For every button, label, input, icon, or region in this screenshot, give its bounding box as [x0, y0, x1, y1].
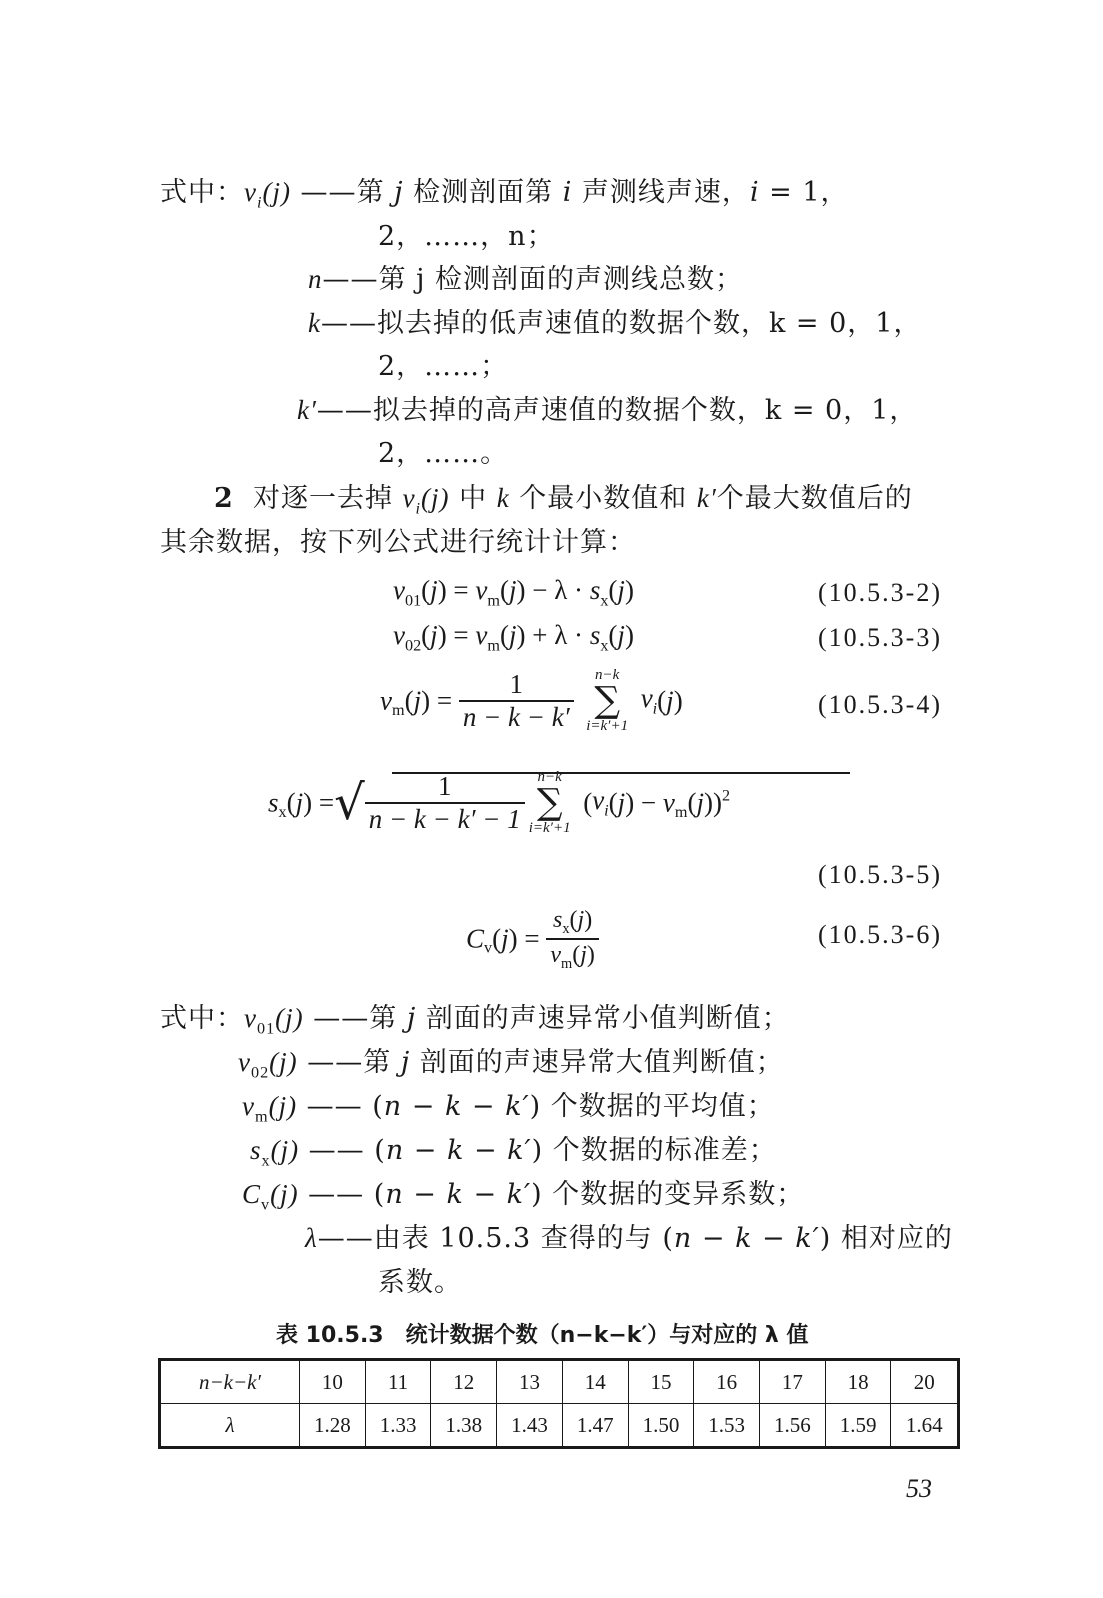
- def-text-lambda: 由表 10.5.3 查得的与 (n − k − k′) 相对应的: [373, 1223, 953, 1254]
- symbol-n: n: [308, 264, 323, 294]
- table-cell: 1.56: [760, 1404, 826, 1448]
- def-cont-kprime: 2，……。: [378, 438, 509, 469]
- def-text-k: 拟去掉的低声速值的数据个数，k = 0，1，: [376, 308, 922, 339]
- paragraph-number: 2: [214, 483, 234, 514]
- lambda-table: [158, 1358, 960, 1449]
- equation-10-5-3-5: $s_x(j)$ =√ $\frac{1}{n - k - k' - 1}$ n−k ∑ i=k′+1 $(v_i(j) - v_m(j))^2$: [268, 769, 731, 836]
- dash: ——: [320, 308, 377, 339]
- def-k: [308, 301, 922, 340]
- where-label-2: [160, 996, 790, 1038]
- fraction: $\frac{1}{n - k - k' - 1}$: [365, 771, 525, 835]
- equation-10-5-3-4: $v_m(j)$ = $\frac{1}{n - k - k'}$ n−k ∑ i=k′+1 $v_i(j)$: [380, 667, 683, 734]
- table-cell: 1.53: [694, 1404, 760, 1448]
- equation-number: (10.5.3-5): [818, 860, 942, 889]
- table-cell: 13: [497, 1360, 563, 1404]
- table-cell: 1.28: [300, 1404, 366, 1448]
- dash: ——: [297, 1091, 373, 1122]
- symbol-k: k: [308, 308, 321, 338]
- equation-10-5-3-6: $C_v(j)$ = $\frac{s_x(j)}{v_m(j)}$: [466, 905, 599, 973]
- def-text-cv: (n − k − k′) 个数据的变异系数；: [373, 1179, 805, 1210]
- table-cell: 20: [891, 1360, 959, 1404]
- paragraph-2-line1: [214, 476, 913, 518]
- paragraph-2-line2: 其余数据，按下列公式进行统计计算：: [160, 527, 636, 558]
- def-n: [308, 257, 743, 296]
- dash: ——: [298, 1179, 374, 1210]
- table-caption: 表 10.5.3 统计数据个数（n−k−k′）与对应的 λ 值: [276, 1323, 809, 1348]
- table-cell: 15: [628, 1360, 694, 1404]
- def-vm: [242, 1084, 775, 1126]
- table-row: [160, 1360, 959, 1404]
- def-text-n: 第 j 检测剖面的声测线总数；: [378, 264, 744, 295]
- dash: ——: [322, 264, 379, 295]
- def-text-vm: (n − k − k′) 个数据的平均值；: [372, 1091, 775, 1122]
- dash: ——: [316, 395, 373, 426]
- dash: ——: [303, 1003, 370, 1034]
- row-header: λ: [160, 1404, 300, 1448]
- symbol-v01: $v_{01}(j)$: [244, 1003, 304, 1038]
- def-text-v02: 第 j 剖面的声速异常大值判断值；: [363, 1047, 784, 1078]
- def-text-v01: 第 j 剖面的声速异常小值判断值；: [369, 1003, 790, 1034]
- table-cell: 1.33: [365, 1404, 431, 1448]
- table-cell: 17: [760, 1360, 826, 1404]
- def-cont-k: 2，……；: [378, 351, 509, 382]
- table-cell: 1.64: [891, 1404, 959, 1448]
- symbol-kprime: k′: [297, 395, 317, 425]
- table-row: [160, 1404, 959, 1448]
- def-text-sx: (n − k − k′) 个数据的标准差；: [374, 1135, 777, 1166]
- sum-icon: n−k ∑ i=k′+1: [528, 769, 571, 836]
- page-number: 53: [906, 1474, 932, 1503]
- table-cell: 1.43: [497, 1404, 563, 1448]
- symbol-lambda: λ: [305, 1223, 318, 1253]
- fraction: $\frac{1}{n - k - k'}$: [459, 669, 574, 733]
- def-v02: [238, 1040, 784, 1082]
- fraction: $\frac{s_x(j)}{v_m(j)}$: [546, 905, 599, 973]
- equation-number: (10.5.3-6): [818, 920, 942, 949]
- table-cell: 1.50: [628, 1404, 694, 1448]
- equation-number: (10.5.3-4): [818, 690, 942, 719]
- def-text-vi: 第 j 检测剖面第 i 声测线声速，i = 1，: [356, 177, 849, 208]
- equation-10-5-3-3: $v_{02}(j) = v_m(j) + \lambda \cdot s_x(j)$: [393, 620, 634, 655]
- row-header: n−k−k′: [160, 1360, 300, 1404]
- dash: ——: [299, 1135, 375, 1166]
- table-cell: 1.47: [562, 1404, 628, 1448]
- dash: ——: [290, 177, 357, 208]
- equation-10-5-3-2: $v_{01}(j) = v_m(j) - \lambda \cdot s_x(j)$: [393, 575, 634, 610]
- def-kprime: [297, 388, 917, 427]
- symbol-sx: $s_x(j)$: [250, 1135, 300, 1170]
- def-cv: [242, 1172, 804, 1214]
- where-label-1: [160, 170, 849, 212]
- symbol-cv: $C_v(j)$: [242, 1179, 299, 1214]
- table-cell: 1.38: [431, 1404, 497, 1448]
- table-cell: 18: [825, 1360, 891, 1404]
- equation-number: (10.5.3-2): [818, 578, 942, 607]
- dash: ——: [317, 1223, 374, 1254]
- table-cell: 12: [431, 1360, 497, 1404]
- symbol-v02: $v_{02}(j)$: [238, 1047, 298, 1082]
- sqrt-bar: [392, 772, 850, 774]
- def-sx: [250, 1128, 777, 1170]
- where-lead: 式中：: [160, 177, 244, 208]
- table-cell: 10: [300, 1360, 366, 1404]
- equation-number: (10.5.3-3): [818, 623, 942, 652]
- symbol-vm: $v_m(j)$: [242, 1091, 298, 1126]
- def-cont-lambda: 系数。: [378, 1267, 462, 1298]
- table-cell: 1.59: [825, 1404, 891, 1448]
- sqrt-icon: √: [334, 775, 365, 831]
- dash: ——: [297, 1047, 364, 1078]
- where-lead: 式中：: [160, 1003, 244, 1034]
- table-cell: 14: [562, 1360, 628, 1404]
- table-cell: 11: [365, 1360, 431, 1404]
- symbol-vi-j: $v_i(j)$: [244, 177, 291, 212]
- table-cell: 16: [694, 1360, 760, 1404]
- paragraph-2-text: 对逐一去掉 $v_i(j)$ 中 k 个最小数值和 k′个最大数值后的: [243, 483, 913, 518]
- def-cont-vi: 2，……，n；: [378, 221, 555, 252]
- sum-icon: n−k ∑ i=k′+1: [586, 667, 629, 734]
- def-text-kprime: 拟去掉的高声速值的数据个数，k = 0，1，: [372, 395, 918, 426]
- def-lambda: [305, 1216, 953, 1255]
